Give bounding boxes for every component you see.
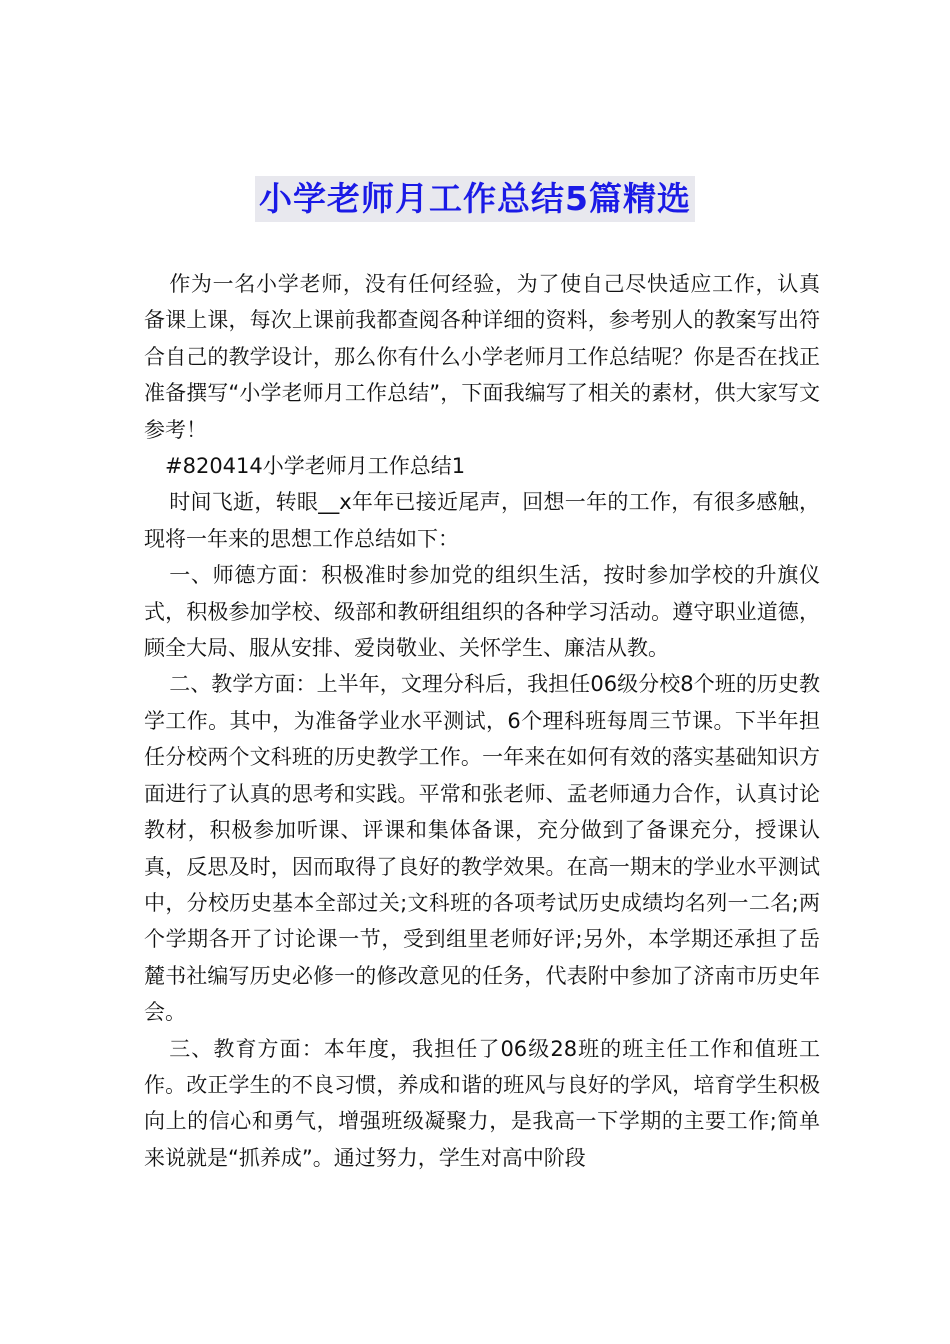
paragraph-teaching: 二、教学方面：上半年，文理分科后，我担任06级分校8个班的历史教学工作。其中，为准备学业水平测试，6个理科班每周三节课。下半年担任分校两个文科班的历史教学工作。一年来在如何有效的落实基础知识方面进行了认真的思考和实践。平常和张老师、孟老师通力合作，认真讨论教材，积极参加听课、评课和集体备课，充分做到了备课充分，授课认真，反思及时，因而取得了良好的教学效果。在高一期末的学业水平测试中，分校历史基本全部过关;文科班的各项考试历史成绩均名列一二名;两个学期各开了讨论课一节，受到组里老师好评;另外，本学期还承担了岳麓书社编写历史必修一的修改意见的任务，代表附中参加了济南市历史年会。 [144,672,820,1025]
title-container [0,176,950,222]
section-heading: #820414小学老师月工作总结1 [165,454,466,479]
paragraph-ethics: 一、师德方面：积极准时参加党的组织生活，按时参加学校的升旗仪式，积极参加学校、级部和教研组组织的各种学习活动。遵守职业道德，顾全大局、服从安排、爱岗敬业、关怀学生、廉洁从教。 [144,563,820,661]
intro-paragraph: 作为一名小学老师，没有任何经验，为了使自己尽快适应工作，认真备课上课，每次上课前我都查阅各种详细的资料，参考别人的教案写出符合自己的教学设计，那么你有什么小学老师月工作总结呢？你是否在找正准备撰写“小学老师月工作总结”，下面我编写了相关的素材，供大家写文参考！ [144,272,820,442]
document-body [144,266,820,1176]
paragraph-education: 三、教育方面：本年度，我担任了06级28班的班主任工作和值班工作。改正学生的不良习惯，养成和谐的班风与良好的学风，培育学生积极向上的信心和勇气，增强班级凝聚力，是我高一下学期的主要工作;简单来说就是“抓养成”。通过努力，学生对高中阶段 [144,1036,820,1170]
paragraph-opening: 时间飞逝，转眼__x年年已接近尾声，回想一年的工作，有很多感触，现将一年来的思想工作总结如下： [144,490,820,551]
document-title: 小学老师月工作总结5篇精选 [255,176,695,222]
